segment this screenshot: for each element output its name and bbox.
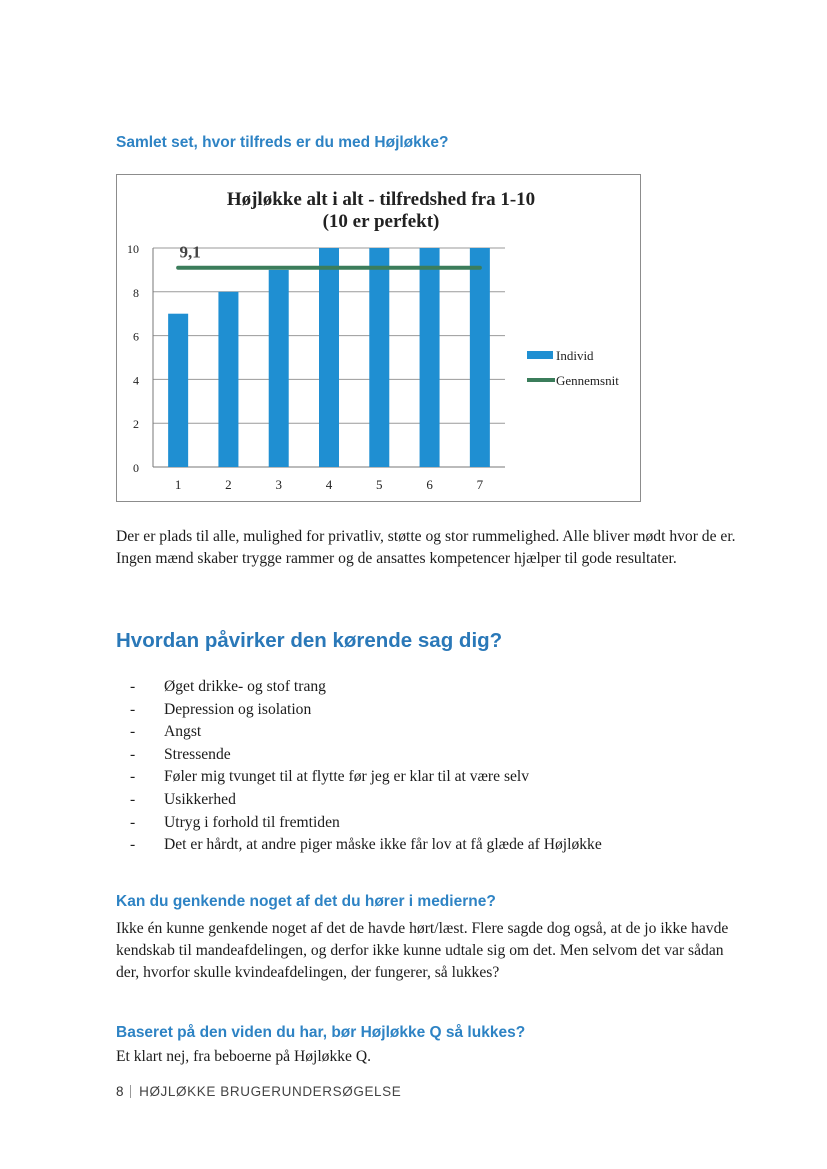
- chart-svg: [117, 175, 642, 503]
- bar: [218, 292, 238, 467]
- heading-impact: Hvordan påvirker den kørende sag dig?: [116, 629, 503, 652]
- bar: [369, 248, 389, 467]
- list-item: - Depression og isolation: [130, 699, 602, 722]
- list-item: - Det er hårdt, at andre piger måske ikke får lov at få glæde af Højløkke: [130, 834, 602, 857]
- x-tick-label: 1: [174, 477, 182, 492]
- list-item: - Angst: [130, 721, 602, 744]
- chart-title-line1: Højløkke alt i alt - tilfredshed fra 1-10: [226, 189, 536, 210]
- page-number: 8: [116, 1084, 125, 1099]
- question-media: Kan du genkende noget af det du hører i medierne?: [116, 893, 496, 910]
- x-tick-label: 5: [376, 477, 383, 492]
- average-data-label: 9,1: [179, 242, 201, 262]
- x-tick-label: 3: [275, 477, 282, 492]
- chart-title-line2: (10 er perfekt): [322, 211, 440, 232]
- list-item: - Øget drikke- og stof trang: [130, 676, 602, 699]
- page-footer: [116, 1084, 401, 1099]
- bar: [168, 314, 188, 467]
- x-tick-label: 6: [426, 477, 433, 492]
- answer-media: Ikke én kunne genkende noget af det de havde hørt/læst. Flere sagde dog også, at de jo ikke havde kendskab til mandeafdelingen, og derfor ikke kunne udtale sig om det. Men selvom det var sådan der, hvorfor skulle kvindeafdelingen, der fungerer, så lukkes?: [116, 920, 729, 981]
- x-tick-label: 2: [225, 477, 232, 492]
- y-tick-label: 8: [133, 285, 139, 300]
- x-tick-label: 4: [325, 477, 333, 492]
- legend-label-gennemsnit: Gennemsnit: [556, 373, 619, 388]
- y-tick-label: 10: [127, 242, 139, 256]
- satisfaction-chart: [116, 174, 641, 502]
- x-tick-label: 7: [476, 477, 484, 492]
- question-satisfaction: Samlet set, hvor tilfreds er du med Højløkke?: [116, 134, 449, 151]
- legend-swatch-individ: [527, 351, 553, 359]
- list-item: - Føler mig tvunget til at flytte før jeg er klar til at være selv: [130, 766, 602, 789]
- bar: [470, 248, 490, 467]
- list-item: - Usikkerhed: [130, 789, 602, 812]
- answer-satisfaction: Der er plads til alle, mulighed for privatliv, støtte og stor rummelighed. Alle bliver mødt hvor de er. Ingen mænd skaber trygge rammer og de ansattes kompetencer hjælper til gode resultater.: [116, 528, 736, 567]
- answer-closure: Et klart nej, fra beboerne på Højløkke Q.: [116, 1048, 372, 1065]
- chart-legend: [527, 348, 619, 388]
- legend-label-individ: Individ: [556, 348, 594, 363]
- y-tick-label: 6: [133, 329, 139, 344]
- list-item: - Stressende: [130, 744, 602, 767]
- question-closure: Baseret på den viden du har, bør Højløkke Q så lukkes?: [116, 1024, 526, 1041]
- footer-divider: [130, 1085, 131, 1098]
- bar: [269, 270, 289, 467]
- y-tick-label: 4: [133, 373, 139, 388]
- bar: [319, 248, 339, 467]
- y-tick-label: 2: [133, 417, 139, 432]
- footer-title: HØJLØKKE BRUGERUNDERSØGELSE: [139, 1084, 402, 1099]
- impact-list: [130, 676, 602, 857]
- y-tick-label: 0: [133, 461, 139, 475]
- bar: [420, 248, 440, 467]
- list-item: - Utryg i forhold til fremtiden: [130, 812, 602, 835]
